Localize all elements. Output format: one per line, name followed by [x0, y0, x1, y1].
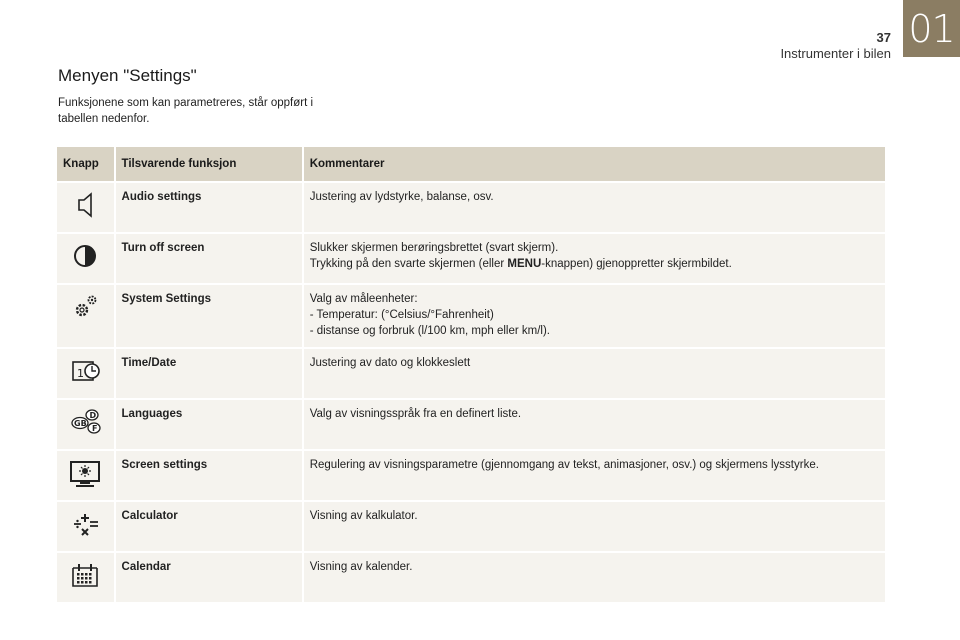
row-comment: Slukker skjermen berøringsbrettet (svart skjerm). Trykking på den svarte skjermen (eller MENU-knappen) gjenoppretter skjermbildet. — [304, 234, 885, 283]
table-row — [57, 400, 885, 449]
settings-table — [57, 145, 885, 604]
row-function: Languages — [116, 400, 304, 449]
row-function: Screen settings — [116, 451, 304, 500]
row-comment: Visning av kalkulator. — [304, 502, 885, 551]
row-comment: Visning av kalender. — [304, 553, 885, 602]
table-header-row — [57, 147, 885, 181]
row-function: Time/Date — [116, 349, 304, 398]
row-comment: Justering av lydstyrke, balanse, osv. — [304, 183, 885, 232]
page-number: 37 — [876, 30, 891, 45]
chapter-title: Instrumenter i bilen — [780, 46, 891, 61]
calculator-icon — [63, 506, 107, 542]
intro-text: Funksjonene som kan parametreres, står oppført i tabellen nedenfor. — [58, 97, 314, 125]
header-knapp: Knapp — [57, 147, 116, 181]
table-row — [57, 183, 885, 232]
row-function: Audio settings — [116, 183, 304, 232]
svg-text:1: 1 — [77, 367, 85, 380]
svg-text:F: F — [92, 424, 98, 433]
table-row — [57, 553, 885, 602]
languages-icon — [63, 404, 107, 440]
row-function: Turn off screen — [116, 234, 304, 283]
gears-icon — [63, 289, 107, 325]
table-row — [57, 349, 885, 398]
table-row — [57, 502, 885, 551]
row-comment: Valg av visningsspråk fra en definert liste. — [304, 400, 885, 449]
row-function: Calendar — [116, 553, 304, 602]
row-comment: Valg av måleenheter: - Temperatur: (°Celsius/°Fahrenheit) - distanse og forbruk (l/100 km, mph eller km/l). — [304, 285, 885, 347]
table-row — [57, 285, 885, 347]
calendar-icon — [63, 557, 107, 593]
speaker-icon — [63, 187, 107, 223]
half-circle-icon — [63, 238, 107, 274]
chapter-tab: 01 — [903, 0, 960, 57]
section-title: Menyen "Settings" — [58, 66, 197, 85]
header-function: Tilsvarende funksjon — [116, 147, 304, 181]
screen-brightness-icon — [63, 455, 107, 491]
row-function: System Settings — [116, 285, 304, 347]
row-comment: Regulering av visningsparametre (gjennomgang av tekst, animasjoner, osv.) og skjermens lysstyrke. — [304, 451, 885, 500]
table-row — [57, 451, 885, 500]
calendar-clock-icon — [63, 353, 107, 389]
table-row — [57, 234, 885, 283]
row-function: Calculator — [116, 502, 304, 551]
row-comment: Justering av dato og klokkeslett — [304, 349, 885, 398]
svg-text:GB: GB — [74, 419, 87, 428]
svg-text:D: D — [89, 411, 97, 420]
header-comments: Kommentarer — [304, 147, 885, 181]
